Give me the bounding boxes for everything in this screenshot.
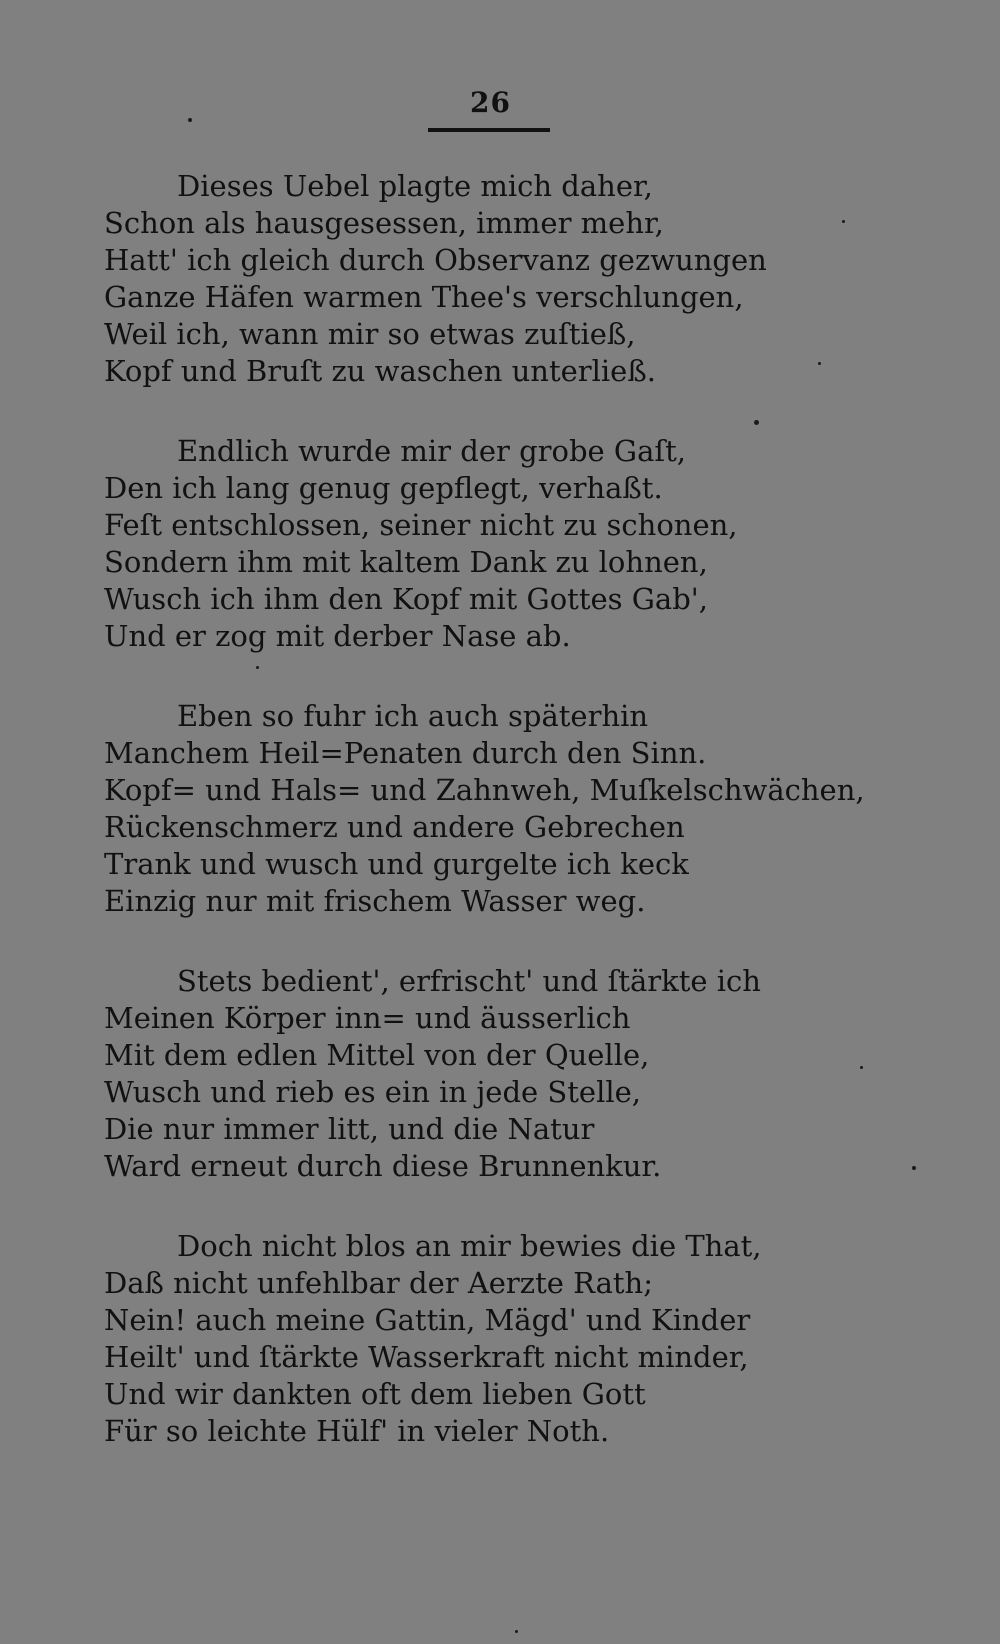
poem-line: Nein! auch meine Gattin, Mägd' und Kinder xyxy=(104,1303,751,1337)
scan-speck xyxy=(912,1166,916,1170)
stanza-4 xyxy=(104,963,824,1185)
poem-line: Für so leichte Hülf' in vieler Noth. xyxy=(104,1414,610,1448)
poem-line: Wusch und rieb es ein in jede Stelle, xyxy=(104,1075,642,1109)
poem-line: Doch nicht blos an mir bewies die That, xyxy=(177,1229,762,1263)
scan-speck xyxy=(754,420,759,425)
page-number: 26 xyxy=(470,86,511,119)
poem-line: Hatt' ich gleich durch Observanz gezwungen xyxy=(104,243,767,277)
poem-line: Und er zog mit derber Nase ab. xyxy=(104,619,571,653)
poem-line: Trank und wusch und gurgelte ich keck xyxy=(104,847,689,881)
poem-line: Ward erneut durch diese Brunnenkur. xyxy=(104,1149,662,1183)
scan-speck xyxy=(818,362,821,365)
header-rule xyxy=(428,128,550,132)
poem-line: Einzig nur mit frischem Wasser weg. xyxy=(104,884,646,918)
poem-line: Feſt entschlossen, seiner nicht zu schonen, xyxy=(104,508,738,542)
poem-line: Sondern ihm mit kaltem Dank zu lohnen, xyxy=(104,545,708,579)
stanza-5 xyxy=(104,1228,824,1450)
poem-line: Rückenschmerz und andere Gebrechen xyxy=(104,810,685,844)
poem-line: Kopf= und Hals= und Zahnweh, Muſkelschwächen, xyxy=(104,773,865,807)
scan-speck xyxy=(256,666,259,669)
scan-speck xyxy=(842,220,845,223)
poem-line: Wusch ich ihm den Kopf mit Gottes Gab', xyxy=(104,582,708,616)
scan-speck xyxy=(860,1066,863,1069)
poem-line: Endlich wurde mir der grobe Gaſt, xyxy=(177,434,686,468)
poem-line: Weil ich, wann mir so etwas zuſtieß, xyxy=(104,317,636,351)
poem-line: Dieses Uebel plagte mich daher, xyxy=(177,169,653,203)
poem-line: Manchem Heil=Penaten durch den Sinn. xyxy=(104,736,707,770)
poem-line: Daß nicht unfehlbar der Aerzte Rath; xyxy=(104,1266,653,1300)
stanza-1 xyxy=(104,168,824,390)
scan-speck xyxy=(515,1630,518,1633)
poem-line: Die nur immer litt, und die Natur xyxy=(104,1112,595,1146)
poem-line: Meinen Körper inn= und äusserlich xyxy=(104,1001,631,1035)
poem-line: Heilt' und ſtärkte Wasserkraft nicht minder, xyxy=(104,1340,749,1374)
poem-line: Stets bedient', erfrischt' und ſtärkte ich xyxy=(177,964,761,998)
stanza-3 xyxy=(104,698,865,920)
scan-speck xyxy=(188,118,192,122)
poem-line: Den ich lang genug gepflegt, verhaßt. xyxy=(104,471,663,505)
poem xyxy=(104,168,865,1493)
stanza-2 xyxy=(104,433,824,655)
poem-line: Schon als hausgesessen, immer mehr, xyxy=(104,206,664,240)
poem-line: Und wir dankten oft dem lieben Gott xyxy=(104,1377,646,1411)
poem-line: Mit dem edlen Mittel von der Quelle, xyxy=(104,1038,650,1072)
poem-line: Ganze Häfen warmen Thee's verschlungen, xyxy=(104,280,744,314)
poem-line: Kopf und Bruſt zu waschen unterließ. xyxy=(104,354,656,388)
poem-line: Eben so fuhr ich auch späterhin xyxy=(177,699,649,733)
